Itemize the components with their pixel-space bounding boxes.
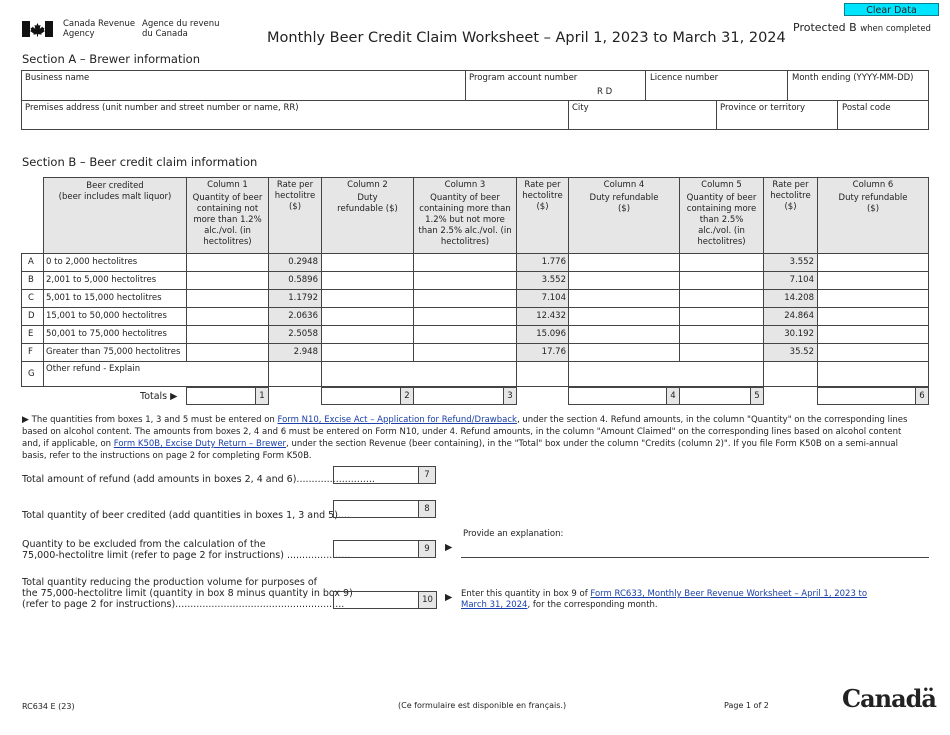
rate3-value: 35.52 (789, 347, 814, 357)
col1-input[interactable] (186, 325, 269, 344)
total-quantity-label: Total quantity of beer credited (add quantities in boxes 1, 3 and 5).... (22, 510, 350, 521)
instruction-note (22, 414, 932, 462)
col6-input[interactable] (817, 253, 929, 272)
production-volume-label-2: the 75,000-hectolitre limit (quantity in box 8 minus quantity in box 9) (22, 588, 353, 599)
row-label: 2,001 to 5,000 hectolitres (46, 275, 157, 285)
section-b-title: Section B – Beer credit claim information (22, 155, 258, 169)
col3-input[interactable] (413, 307, 517, 326)
page-number: Page 1 of 2 (724, 701, 769, 710)
form-identifier: RC634 E (23) (22, 702, 75, 711)
col4-input[interactable] (568, 307, 680, 326)
canada-wordmark-logo: Canadä (842, 684, 936, 713)
col2-input[interactable] (321, 289, 414, 308)
header-col4-title: Column 4 (603, 180, 645, 190)
col3-input[interactable] (413, 271, 517, 290)
note-line-1 (22, 414, 932, 426)
total-box-4-number: 4 (666, 387, 680, 405)
box-7-input[interactable] (333, 466, 419, 484)
box-9-input[interactable] (333, 540, 419, 558)
col1-input[interactable] (186, 253, 269, 272)
box-9-number: 9 (418, 540, 436, 558)
col1-input[interactable] (186, 343, 269, 362)
col5-input[interactable] (679, 307, 764, 326)
note-arrow-icon: ▶ (22, 415, 29, 425)
rate1-value: 0.2948 (288, 257, 318, 267)
program-rd-label: R D (597, 87, 613, 97)
col5-input[interactable] (679, 343, 764, 362)
explanation-label: Provide an explanation: (463, 529, 564, 539)
col2-input[interactable] (321, 271, 414, 290)
header-col5-title: Column 5 (701, 180, 742, 190)
excluded-quantity-label-2: 75,000-hectolitre limit (refer to page 2 for instructions) ..................... (22, 550, 351, 561)
total-box-5-number: 5 (750, 387, 764, 405)
header-rate1-text: Rate per hectolitre ($) (274, 180, 316, 212)
header-rate3-text: Rate per hectolitre ($) (770, 180, 811, 212)
postal-code-label: Postal code (842, 103, 891, 113)
col4-input[interactable] (568, 253, 680, 272)
agency-name-en: Canada Revenue (63, 19, 136, 29)
header-col5-desc: Quantity of beer containing more than 2.5% alc./vol. (in hectolitres) (686, 193, 757, 247)
row-g-rate3[interactable] (763, 361, 818, 387)
form-rc633-link-2[interactable]: March 31, 2024 (461, 600, 528, 610)
form-k50b-link[interactable]: Form K50B, Excise Duty Return – Brewer (113, 439, 287, 449)
header-col2-title: Column 2 (347, 180, 388, 190)
note-text-1: The quantities from boxes 1, 3 and 5 must be entered on (31, 415, 275, 425)
header-col6-desc: Duty refundable ($) (838, 193, 908, 214)
licence-number-label: Licence number (650, 73, 719, 83)
total-box-2-input[interactable] (321, 387, 401, 405)
col4-input[interactable] (568, 271, 680, 290)
row-g-col2[interactable] (268, 361, 322, 387)
note-line-3 (22, 438, 932, 450)
col5-input[interactable] (679, 325, 764, 344)
rate1-value: 2.948 (293, 347, 318, 357)
row-label: 15,001 to 50,000 hectolitres (46, 311, 167, 321)
header-beer-credited-text: Beer credited (86, 181, 144, 191)
total-box-5-input[interactable] (679, 387, 751, 405)
col6-input[interactable] (817, 271, 929, 290)
row-letter: D (28, 311, 35, 321)
rc633-text-1: Enter this quantity in box 9 of (461, 589, 588, 599)
row-label: 0 to 2,000 hectolitres (46, 257, 138, 267)
header-col4-desc: Duty refundable ($) (589, 193, 659, 214)
rate1-value: 0.5896 (288, 275, 318, 285)
col2-input[interactable] (321, 343, 414, 362)
total-box-3-number: 3 (503, 387, 517, 405)
rate3-value: 24.864 (784, 311, 814, 321)
form-n10-link[interactable]: Form N10, Excise Act – Application for Refund/Drawback (277, 415, 517, 425)
note-line-4: basis, refer to the instructions on page 2 for completing Form K50B. (22, 451, 312, 461)
row-label: Greater than 75,000 hectolitres (46, 347, 181, 357)
note-text-3: and, if applicable, on (22, 439, 112, 449)
row-letter: B (28, 275, 34, 285)
rate1-value: 1.1792 (288, 293, 318, 303)
premises-address-label: Premises address (unit number and street number or name, RR) (25, 103, 299, 113)
production-volume-label-1: Total quantity reducing the production volume for purposes of (22, 577, 318, 588)
total-box-1-number: 1 (255, 387, 269, 405)
col4-input[interactable] (568, 289, 680, 308)
rc633-line-1 (461, 589, 867, 600)
col3-input[interactable] (413, 289, 517, 308)
header-col1-title: Column 1 (207, 180, 248, 190)
box-8-number: 8 (418, 500, 436, 518)
header-col1-desc: Quantity of beer containing not more than 1.2% alc./vol. (in hectolitres) (192, 193, 263, 247)
col4-input[interactable] (568, 325, 680, 344)
rate2-value: 17.76 (541, 347, 566, 357)
row-letter: E (28, 329, 34, 339)
rate2-value: 3.552 (541, 275, 566, 285)
protected-text: Protected B (793, 21, 857, 34)
rate2-value: 12.432 (536, 311, 566, 321)
totals-text: Totals (140, 391, 168, 402)
row-letter: A (28, 257, 34, 267)
header-beer-credited-sub: (beer includes malt liquor) (58, 192, 172, 202)
rate1-value: 2.0636 (288, 311, 318, 321)
rc633-instruction (461, 589, 867, 611)
col5-input[interactable] (679, 271, 764, 290)
total-box-2-number: 2 (400, 387, 414, 405)
rc633-line-2 (461, 600, 867, 611)
col2-input[interactable] (321, 325, 414, 344)
rate2-value: 7.104 (541, 293, 566, 303)
box-7-number: 7 (418, 466, 436, 484)
box-10-input[interactable] (333, 591, 419, 609)
row-g-col6[interactable] (817, 361, 929, 387)
header-col6-title: Column 6 (852, 180, 894, 190)
col1-input[interactable] (186, 289, 269, 308)
col5-input[interactable] (679, 289, 764, 308)
col3-input[interactable] (413, 325, 517, 344)
page-title: Monthly Beer Credit Claim Worksheet – April 1, 2023 to March 31, 2024 (267, 30, 786, 46)
box-10-number: 10 (418, 591, 437, 609)
col6-input[interactable] (817, 325, 929, 344)
total-box-3-input[interactable] (413, 387, 504, 405)
col3-input[interactable] (413, 253, 517, 272)
business-name-label: Business name (25, 73, 90, 83)
canada-flag-icon (22, 21, 53, 37)
col6-input[interactable] (817, 343, 929, 362)
header-rate2-text: Rate per hectolitre ($) (522, 180, 563, 212)
production-volume-label-3: (refer to page 2 for instructions)........................................................ (22, 599, 345, 610)
row-label: 50,001 to 75,000 hectolitres (46, 329, 167, 339)
col5-input[interactable] (679, 253, 764, 272)
col1-input[interactable] (186, 307, 269, 326)
city-field[interactable] (568, 100, 717, 130)
protected-note: when completed (860, 24, 931, 34)
total-box-1-input[interactable] (186, 387, 256, 405)
excluded-quantity-label-1: Quantity to be excluded from the calculation of the (22, 539, 266, 550)
section-a-title: Section A – Brewer information (22, 52, 200, 66)
rate3-value: 7.104 (789, 275, 814, 285)
province-label: Province or territory (720, 103, 806, 113)
agency-name-fr-2: du Canada (142, 29, 188, 39)
rate2-value: 1.776 (541, 257, 566, 267)
col3-input[interactable] (413, 343, 517, 362)
french-availability-note: (Ce formulaire est disponible en français.) (398, 701, 567, 710)
row-letter: F (28, 347, 33, 357)
row-letter: C (28, 293, 34, 303)
header-col3-title: Column 3 (444, 180, 486, 190)
totals-label (140, 391, 177, 402)
box-8-input[interactable] (333, 500, 419, 518)
row-g-col4[interactable] (568, 361, 764, 387)
header-col2-desc: Duty refundable ($) (337, 193, 398, 214)
rate3-value: 14.208 (784, 293, 814, 303)
protected-label (793, 21, 931, 34)
total-box-6-input[interactable] (817, 387, 916, 405)
agency-name-en-2: Agency (63, 29, 95, 39)
program-account-label: Program account number (469, 73, 578, 83)
city-label: City (572, 103, 589, 113)
totals-arrow-icon: ▶ (170, 391, 178, 402)
rate2-value: 15.096 (536, 329, 566, 339)
total-box-4-input[interactable] (568, 387, 667, 405)
row-label: 5,001 to 15,000 hectolitres (46, 293, 162, 303)
total-box-6-number: 6 (915, 387, 929, 405)
col4-input[interactable] (568, 343, 680, 362)
rate1-value: 2.5058 (288, 329, 318, 339)
header-col3-desc: Quantity of beer containing more than 1.2% but not more than 2.5% alc./vol. (in hectolitres) (418, 193, 512, 247)
note-text-4: , under the section Revenue (beer containing), in the "Total" box under the column "Credits (column 2)". If you file Form K50B on a semi-annual (286, 439, 898, 449)
rate3-value: 30.192 (784, 329, 814, 339)
agency-name-fr: Agence du revenu (142, 19, 220, 29)
row-g-label: Other refund - Explain (46, 364, 141, 374)
box-10-arrow-icon: ▶ (445, 592, 453, 603)
col2-input[interactable] (321, 307, 414, 326)
month-ending-label: Month ending (YYYY-MM-DD) (792, 73, 914, 83)
note-line-2: based on alcohol content. The amounts from boxes 2, 4 and 6 must be entered on Form N10, under 4. Refund amounts, in the column "Amount Claimed" on the corresponding lines based on alcohol content (22, 427, 902, 437)
col6-input[interactable] (817, 307, 929, 326)
note-text-2: , under the section 4. Refund amounts, in the column "Quantity" on the corresponding lines (516, 415, 908, 425)
col2-input[interactable] (321, 253, 414, 272)
row-g-col3[interactable] (321, 361, 517, 387)
col6-input[interactable] (817, 289, 929, 308)
total-refund-label: Total amount of refund (add amounts in boxes 2, 4 and 6).......................... (22, 474, 375, 485)
form-rc633-link[interactable]: Form RC633, Monthly Beer Revenue Worksheet – April 1, 2023 to (590, 589, 868, 599)
box-9-arrow-icon: ▶ (445, 542, 453, 553)
row-g-rate2[interactable] (516, 361, 569, 387)
col1-input[interactable] (186, 271, 269, 290)
rate3-value: 3.552 (789, 257, 814, 267)
row-g-letter: G (28, 369, 35, 379)
rc633-text-2: , for the corresponding month. (527, 600, 658, 610)
explanation-input[interactable] (461, 541, 929, 558)
clear-data-button[interactable]: Clear Data (844, 3, 939, 16)
